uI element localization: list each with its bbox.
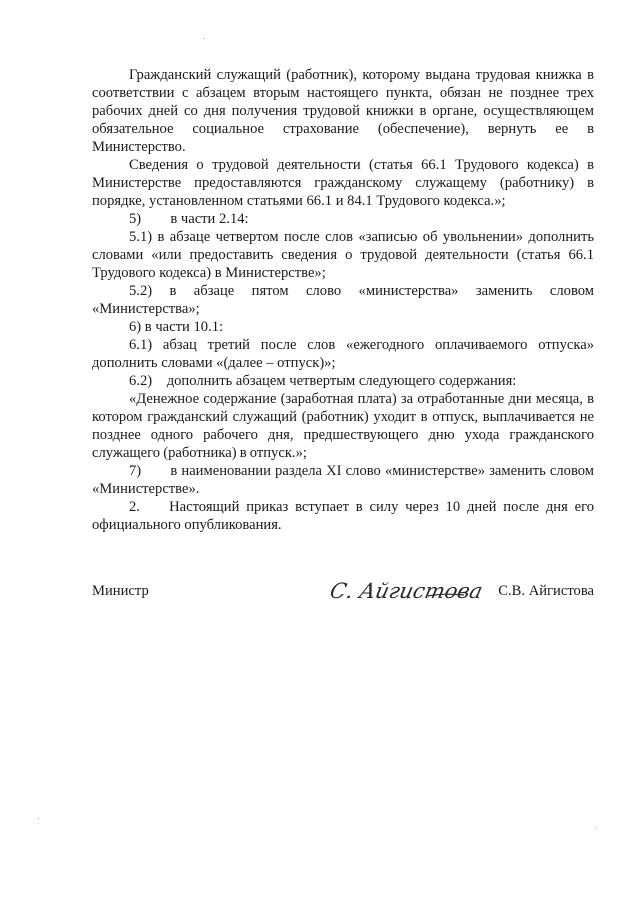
paragraph-item-5-1: 5.1) в абзаце четвертом после слов «записью об увольнении» дополнить словами «или предоставить сведения о трудовой деятельности (статья 66.1 Трудового кодекса) в Министерстве»;: [92, 229, 594, 281]
paragraph-item-7: 7) в наименовании раздела XI слово «министерстве» заменить словом «Министерстве».: [92, 463, 594, 497]
signatory-name: С.В. Айгистова: [498, 583, 594, 599]
handwritten-signature: [327, 574, 485, 608]
paragraph-item-5: 5) в части 2.14:: [129, 211, 249, 227]
svg-text:С. Айгистова: С. Айгистова: [327, 579, 485, 604]
paragraph-return-workbook: Гражданский служащий (работник), которому выдана трудовая книжка в соответствии с абзацем вторым настоящего пункта, обязан не позднее трех рабочих дней со дня получения трудовой книжки в органе, осуществляющем обязательное социальное страхование (обеспечение), вернуть ее в Министерство.: [92, 67, 594, 155]
paragraph-item-5-2: 5.2) в абзаце пятом слово «министерства» заменить словом «Министерства»;: [92, 283, 594, 317]
paragraph-salary-quote: «Денежное содержание (заработная плата) за отработанные дни месяца, в котором гражданский служащий (работник) уходит в отпуск, выплачивается не позднее одного рабочего дня, предшествующего дню ухода гражданского служащего (работника) в отпуск.»;: [92, 391, 594, 461]
scan-speck: [38, 818, 39, 819]
signature-row: [92, 580, 594, 610]
signatory-title: Министр: [92, 583, 149, 599]
document-body: [92, 66, 594, 534]
scan-speck: [596, 828, 597, 829]
paragraph-work-info: Сведения о трудовой деятельности (статья 66.1 Трудового кодекса) в Министерстве предоставляются гражданскому служащему (работнику) в порядке, установленном статьями 66.1 и 84.1 Трудового кодекса.»;: [92, 157, 594, 209]
paragraph-item-6: 6) в части 10.1:: [129, 319, 224, 335]
scan-speck: [204, 38, 205, 39]
paragraph-item-2-effective: 2. Настоящий приказ вступает в силу через 10 дней после дня его официального опубликования.: [92, 499, 594, 533]
paragraph-item-6-1: 6.1) абзац третий после слов «ежегодного оплачиваемого отпуска» дополнить словами «(далее – отпуск)»;: [92, 337, 594, 371]
paragraph-item-6-2: 6.2) дополнить абзацем четвертым следующего содержания:: [129, 373, 517, 389]
